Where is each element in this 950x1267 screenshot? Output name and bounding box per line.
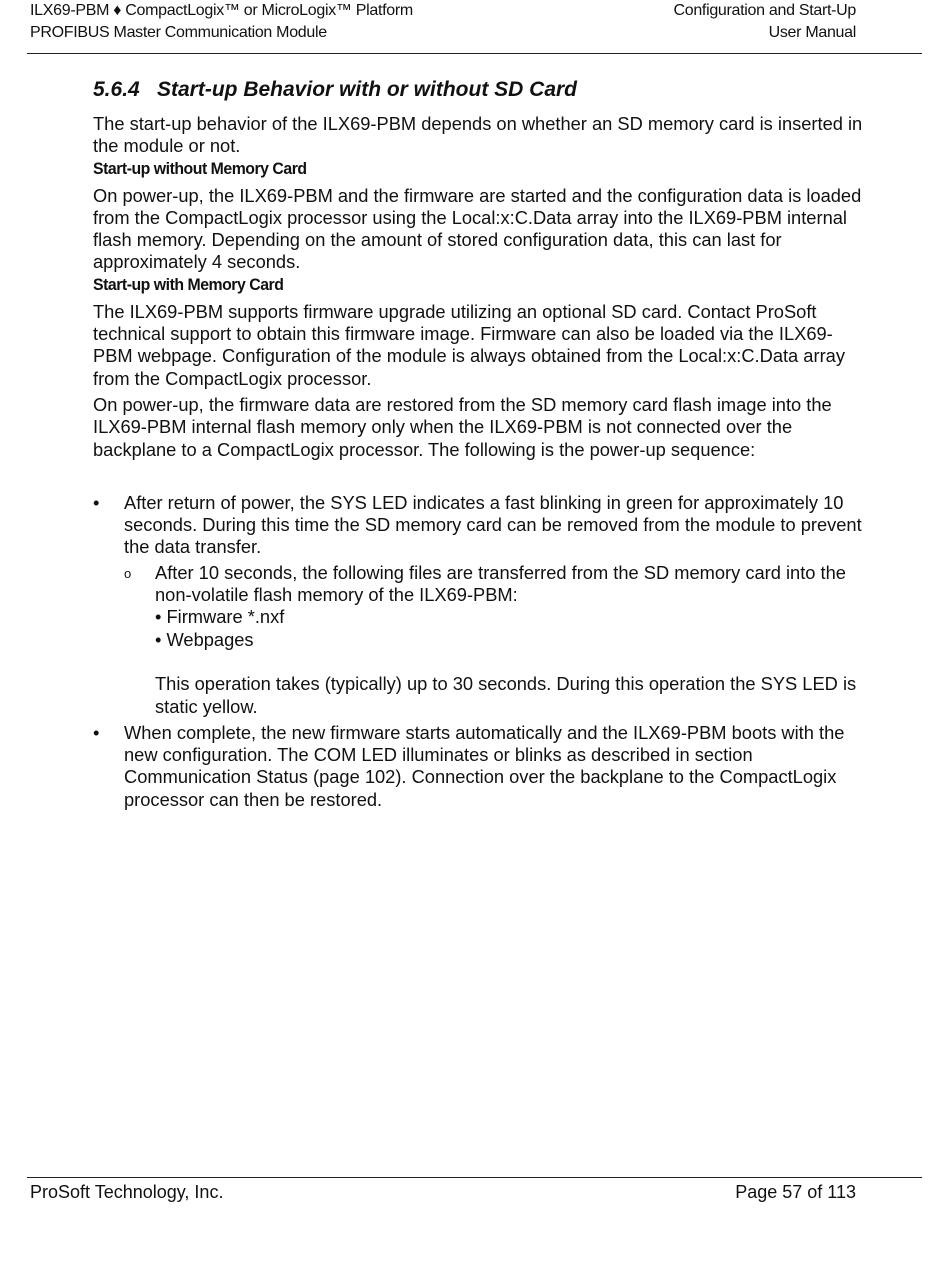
page-content bbox=[93, 74, 863, 815]
section-title: Start-up Behavior with or without SD Card bbox=[157, 78, 578, 101]
header-manual-type: User Manual bbox=[768, 24, 856, 41]
bullet-marker: • bbox=[93, 721, 100, 743]
subheading-without-card: Start-up without Memory Card bbox=[93, 158, 307, 178]
sub-bullet-note: This operation takes (typically) up to 30 seconds. During this operation the SYS LED is static yellow. bbox=[155, 673, 857, 717]
footer-divider bbox=[27, 1177, 922, 1178]
header-product-line: ILX69-PBM ♦ CompactLogix™ or MicroLogix™ Platform bbox=[30, 2, 413, 19]
header-product-subtitle: PROFIBUS Master Communication Module bbox=[30, 24, 327, 41]
sub-bullet-text: After 10 seconds, the following files are transferred from the SD memory card into the non-volatile flash memory of the ILX69-PBM: bbox=[155, 561, 846, 606]
power-up-sequence-list bbox=[93, 492, 863, 811]
subheading-with-card: Start-up with Memory Card bbox=[93, 274, 284, 294]
with-card-paragraph-2: On power-up, the firmware data are restored from the SD memory card flash image into the ILX69-PBM internal flash memory only when the ILX69-PBM is not connected over the backplane to a CompactLogix processor. The following is the power-up sequence: bbox=[93, 393, 832, 460]
footer-company: ProSoft Technology, Inc. bbox=[30, 1182, 224, 1202]
header-divider bbox=[27, 53, 922, 54]
footer-page-number: Page 57 of 113 bbox=[735, 1182, 856, 1202]
bullet-text: After return of power, the SYS LED indicates a fast blinking in green for approximately 10 seconds. During this time the SD memory card can be removed from the module to prevent the data transfer. bbox=[124, 491, 862, 558]
file-item-firmware: • Firmware *.nxf bbox=[155, 606, 285, 628]
bullet-text: When complete, the new firmware starts automatically and the ILX69-PBM boots with the new configuration. The COM LED illuminates or blinks as described in section Communication Status (page 102). Connection over the backplane to the CompactLogix processor can then be restored. bbox=[124, 721, 845, 810]
intro-paragraph: The start-up behavior of the ILX69-PBM depends on whether an SD memory card is inserted in the module or not. bbox=[93, 113, 863, 157]
with-card-paragraph-1: The ILX69-PBM supports firmware upgrade utilizing an optional SD card. Contact ProSoft technical support to obtain this firmware image. Firmware can also be loaded via the ILX69-PBM webpage. Configuration of the module is always obtained from the Local:x:C.Data array from the CompactLogix processor. bbox=[93, 300, 845, 389]
sub-list bbox=[124, 562, 863, 718]
page-header-left bbox=[30, 0, 413, 44]
list-item bbox=[93, 492, 863, 718]
list-item bbox=[93, 722, 863, 811]
page-header-right bbox=[673, 0, 856, 44]
bullet-marker: • bbox=[93, 491, 100, 513]
file-item-webpages: • Webpages bbox=[155, 628, 254, 650]
section-heading bbox=[93, 74, 863, 104]
section-number: 5.6.4 bbox=[93, 78, 140, 101]
header-chapter: Configuration and Start-Up bbox=[673, 2, 856, 19]
sub-bullet-marker: o bbox=[124, 565, 132, 581]
without-card-paragraph: On power-up, the ILX69-PBM and the firmware are started and the configuration data is loaded from the CompactLogix processor using the Local:x:C.Data array into the ILX69-PBM internal flash memory. Depending on the amount of stored configuration data, this can last for approximately 4 seconds. bbox=[93, 184, 862, 273]
spacer bbox=[155, 651, 863, 673]
sub-list-item bbox=[124, 562, 863, 718]
